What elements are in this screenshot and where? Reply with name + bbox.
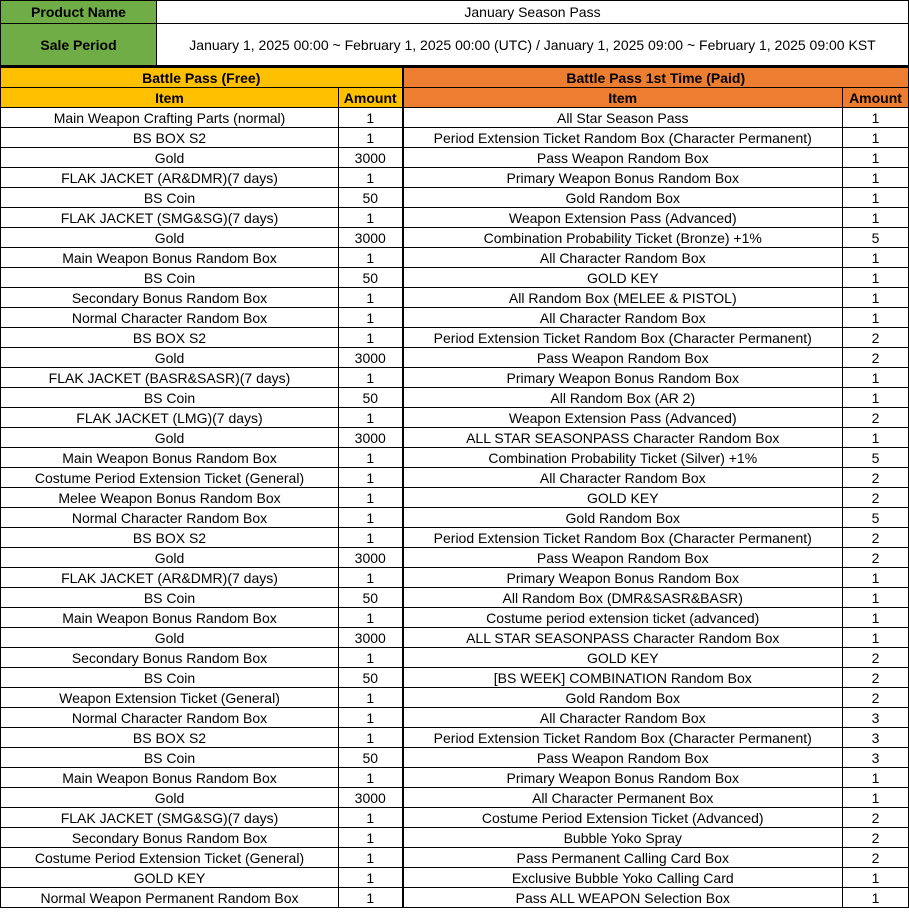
free-amount-cell: 1 [339,848,403,868]
free-amount-cell: 1 [339,508,403,528]
table-row [1,548,909,568]
table-row [1,768,909,788]
free-amount-cell: 50 [339,588,403,608]
table-row [1,608,909,628]
free-amount-cell: 1 [339,648,403,668]
table-row [1,588,909,608]
paid-amount-cell: 1 [843,148,909,168]
paid-amount-cell: 1 [843,108,909,128]
free-amount-cell: 1 [339,208,403,228]
table-row [1,128,909,148]
table-row [1,688,909,708]
free-item-cell: BS Coin [1,188,339,208]
paid-amount-header: Amount [843,88,909,108]
free-item-cell: Secondary Bonus Random Box [1,288,339,308]
free-item-cell: Main Weapon Bonus Random Box [1,448,339,468]
paid-item-cell: Pass Weapon Random Box [403,348,843,368]
paid-item-cell: Gold Random Box [403,508,843,528]
table-row [1,508,909,528]
paid-item-cell: [BS WEEK] COMBINATION Random Box [403,668,843,688]
table-row [1,228,909,248]
free-item-cell: Melee Weapon Bonus Random Box [1,488,339,508]
free-amount-cell: 1 [339,368,403,388]
paid-amount-cell: 2 [843,328,909,348]
table-row [1,888,909,908]
free-item-cell: Normal Character Random Box [1,708,339,728]
paid-item-cell: Combination Probability Ticket (Silver) +1% [403,448,843,468]
paid-item-cell: Primary Weapon Bonus Random Box [403,368,843,388]
free-item-cell: Secondary Bonus Random Box [1,828,339,848]
paid-amount-cell: 1 [843,788,909,808]
paid-amount-cell: 5 [843,448,909,468]
table-row [1,248,909,268]
paid-item-cell: Period Extension Ticket Random Box (Character Permanent) [403,328,843,348]
table-row [1,208,909,228]
free-item-cell: Gold [1,428,339,448]
paid-item-cell: Period Extension Ticket Random Box (Character Permanent) [403,128,843,148]
paid-item-cell: GOLD KEY [403,268,843,288]
free-amount-cell: 3000 [339,788,403,808]
table-row [1,448,909,468]
table-row [1,708,909,728]
paid-item-cell: ALL STAR SEASONPASS Character Random Box [403,628,843,648]
table-row [1,348,909,368]
free-amount-cell: 50 [339,668,403,688]
paid-item-cell: Pass ALL WEAPON Selection Box [403,888,843,908]
free-amount-cell: 1 [339,708,403,728]
paid-amount-cell: 2 [843,528,909,548]
free-amount-cell: 1 [339,108,403,128]
paid-item-cell: GOLD KEY [403,648,843,668]
paid-item-cell: Pass Weapon Random Box [403,748,843,768]
paid-item-cell: Bubble Yoko Spray [403,828,843,848]
battle-pass-table [0,66,909,908]
free-item-header: Item [1,88,339,108]
free-amount-cell: 1 [339,288,403,308]
free-item-cell: Normal Character Random Box [1,508,339,528]
free-item-cell: Gold [1,628,339,648]
table-row [1,828,909,848]
table-row [1,148,909,168]
free-amount-cell: 3000 [339,428,403,448]
sale-period-row [1,24,909,66]
paid-amount-cell: 2 [843,348,909,368]
free-amount-cell: 1 [339,488,403,508]
paid-item-cell: Costume Period Extension Ticket (Advanced) [403,808,843,828]
paid-amount-cell: 3 [843,708,909,728]
paid-item-cell: Combination Probability Ticket (Bronze) +1% [403,228,843,248]
paid-item-cell: All Character Random Box [403,468,843,488]
free-pass-title: Battle Pass (Free) [1,67,403,88]
paid-amount-cell: 2 [843,648,909,668]
free-amount-cell: 1 [339,688,403,708]
free-item-cell: Secondary Bonus Random Box [1,648,339,668]
paid-item-cell: Exclusive Bubble Yoko Calling Card [403,868,843,888]
free-item-cell: Gold [1,348,339,368]
free-amount-cell: 1 [339,328,403,348]
paid-item-cell: Primary Weapon Bonus Random Box [403,768,843,788]
table-row [1,728,909,748]
paid-amount-cell: 1 [843,168,909,188]
section-header-row [1,67,909,88]
table-row [1,628,909,648]
paid-item-cell: Pass Permanent Calling Card Box [403,848,843,868]
free-item-cell: Main Weapon Bonus Random Box [1,608,339,628]
free-item-cell: Weapon Extension Ticket (General) [1,688,339,708]
free-item-cell: Normal Weapon Permanent Random Box [1,888,339,908]
free-amount-cell: 1 [339,408,403,428]
free-item-cell: BS BOX S2 [1,328,339,348]
free-item-cell: BS BOX S2 [1,728,339,748]
table-row [1,268,909,288]
free-item-cell: BS Coin [1,268,339,288]
free-amount-cell: 50 [339,748,403,768]
free-amount-cell: 1 [339,568,403,588]
paid-amount-cell: 5 [843,508,909,528]
free-amount-cell: 1 [339,828,403,848]
free-amount-cell: 3000 [339,548,403,568]
paid-amount-cell: 1 [843,128,909,148]
rows-body [1,108,909,908]
free-item-cell: Main Weapon Crafting Parts (normal) [1,108,339,128]
free-amount-cell: 3000 [339,148,403,168]
paid-amount-cell: 1 [843,888,909,908]
free-amount-cell: 3000 [339,628,403,648]
paid-amount-cell: 2 [843,468,909,488]
free-amount-cell: 1 [339,868,403,888]
paid-item-cell: Gold Random Box [403,188,843,208]
table-row [1,108,909,128]
free-item-cell: Normal Character Random Box [1,308,339,328]
paid-amount-cell: 1 [843,188,909,208]
free-item-cell: FLAK JACKET (AR&DMR)(7 days) [1,168,339,188]
paid-item-cell: All Character Permanent Box [403,788,843,808]
free-item-cell: BS Coin [1,388,339,408]
paid-amount-cell: 1 [843,368,909,388]
paid-amount-cell: 2 [843,828,909,848]
paid-amount-cell: 1 [843,588,909,608]
free-item-cell: Gold [1,788,339,808]
table-row [1,188,909,208]
paid-item-header: Item [403,88,843,108]
free-item-cell: Main Weapon Bonus Random Box [1,768,339,788]
free-item-cell: FLAK JACKET (SMG&SG)(7 days) [1,208,339,228]
paid-item-cell: All Star Season Pass [403,108,843,128]
free-item-cell: Gold [1,228,339,248]
table-row [1,288,909,308]
paid-item-cell: Pass Weapon Random Box [403,148,843,168]
free-amount-cell: 50 [339,268,403,288]
paid-item-cell: All Character Random Box [403,308,843,328]
product-name-label: Product Name [1,1,157,24]
free-amount-cell: 1 [339,768,403,788]
free-item-cell: FLAK JACKET (BASR&SASR)(7 days) [1,368,339,388]
free-amount-cell: 1 [339,128,403,148]
product-name-row [1,1,909,24]
free-item-cell: Gold [1,548,339,568]
free-item-cell: BS BOX S2 [1,128,339,148]
paid-item-cell: Gold Random Box [403,688,843,708]
free-amount-cell: 1 [339,308,403,328]
free-amount-cell: 1 [339,248,403,268]
table-row [1,788,909,808]
free-amount-header: Amount [339,88,403,108]
free-item-cell: GOLD KEY [1,868,339,888]
paid-amount-cell: 2 [843,688,909,708]
table-row [1,748,909,768]
paid-item-cell: All Character Random Box [403,248,843,268]
free-item-cell: FLAK JACKET (SMG&SG)(7 days) [1,808,339,828]
free-amount-cell: 1 [339,168,403,188]
paid-item-cell: Weapon Extension Pass (Advanced) [403,208,843,228]
free-item-cell: Costume Period Extension Ticket (General) [1,468,339,488]
free-item-cell: BS BOX S2 [1,528,339,548]
free-item-cell: Main Weapon Bonus Random Box [1,248,339,268]
table-row [1,668,909,688]
paid-item-cell: Pass Weapon Random Box [403,548,843,568]
table-row [1,848,909,868]
free-amount-cell: 50 [339,388,403,408]
paid-amount-cell: 1 [843,608,909,628]
paid-amount-cell: 2 [843,408,909,428]
paid-item-cell: All Random Box (MELEE & PISTOL) [403,288,843,308]
free-amount-cell: 1 [339,528,403,548]
paid-amount-cell: 1 [843,388,909,408]
free-item-cell: BS Coin [1,668,339,688]
free-amount-cell: 1 [339,608,403,628]
table-row [1,168,909,188]
paid-item-cell: Weapon Extension Pass (Advanced) [403,408,843,428]
table-row [1,388,909,408]
paid-item-cell: Primary Weapon Bonus Random Box [403,568,843,588]
paid-amount-cell: 1 [843,868,909,888]
free-amount-cell: 1 [339,728,403,748]
paid-item-cell: All Character Random Box [403,708,843,728]
paid-amount-cell: 1 [843,568,909,588]
free-amount-cell: 3000 [339,228,403,248]
paid-amount-cell: 1 [843,428,909,448]
paid-item-cell: ALL STAR SEASONPASS Character Random Box [403,428,843,448]
paid-amount-cell: 2 [843,668,909,688]
free-item-cell: Costume Period Extension Ticket (General) [1,848,339,868]
table-row [1,328,909,348]
paid-amount-cell: 2 [843,548,909,568]
table-row [1,408,909,428]
free-amount-cell: 3000 [339,348,403,368]
paid-amount-cell: 3 [843,748,909,768]
paid-amount-cell: 5 [843,228,909,248]
paid-item-cell: GOLD KEY [403,488,843,508]
sale-period-label: Sale Period [1,24,157,66]
free-item-cell: FLAK JACKET (LMG)(7 days) [1,408,339,428]
product-name-value: January Season Pass [157,1,909,24]
free-amount-cell: 1 [339,888,403,908]
paid-item-cell: Period Extension Ticket Random Box (Character Permanent) [403,528,843,548]
product-info-table [0,0,909,66]
table-row [1,868,909,888]
paid-amount-cell: 2 [843,848,909,868]
table-row [1,488,909,508]
paid-amount-cell: 1 [843,288,909,308]
table-row [1,368,909,388]
paid-amount-cell: 1 [843,248,909,268]
table-row [1,568,909,588]
table-row [1,308,909,328]
paid-item-cell: All Random Box (AR 2) [403,388,843,408]
table-row [1,528,909,548]
paid-item-cell: Costume period extension ticket (advanced) [403,608,843,628]
paid-amount-cell: 3 [843,728,909,748]
free-amount-cell: 1 [339,448,403,468]
table-row [1,808,909,828]
table-row [1,468,909,488]
paid-item-cell: All Random Box (DMR&SASR&BASR) [403,588,843,608]
paid-amount-cell: 1 [843,768,909,788]
free-item-cell: FLAK JACKET (AR&DMR)(7 days) [1,568,339,588]
paid-pass-title: Battle Pass 1st Time (Paid) [403,67,909,88]
paid-item-cell: Primary Weapon Bonus Random Box [403,168,843,188]
paid-amount-cell: 1 [843,208,909,228]
free-item-cell: Gold [1,148,339,168]
free-amount-cell: 1 [339,808,403,828]
paid-item-cell: Period Extension Ticket Random Box (Character Permanent) [403,728,843,748]
sale-period-value: January 1, 2025 00:00 ~ February 1, 2025 00:00 (UTC) / January 1, 2025 09:00 ~ February 1, 2025 09:00 KST [157,24,909,66]
paid-amount-cell: 2 [843,488,909,508]
free-item-cell: BS Coin [1,588,339,608]
table-row [1,648,909,668]
paid-amount-cell: 1 [843,628,909,648]
paid-amount-cell: 1 [843,308,909,328]
paid-amount-cell: 1 [843,268,909,288]
column-header-row [1,88,909,108]
table-row [1,428,909,448]
free-amount-cell: 1 [339,468,403,488]
paid-amount-cell: 2 [843,808,909,828]
free-amount-cell: 50 [339,188,403,208]
free-item-cell: BS Coin [1,748,339,768]
